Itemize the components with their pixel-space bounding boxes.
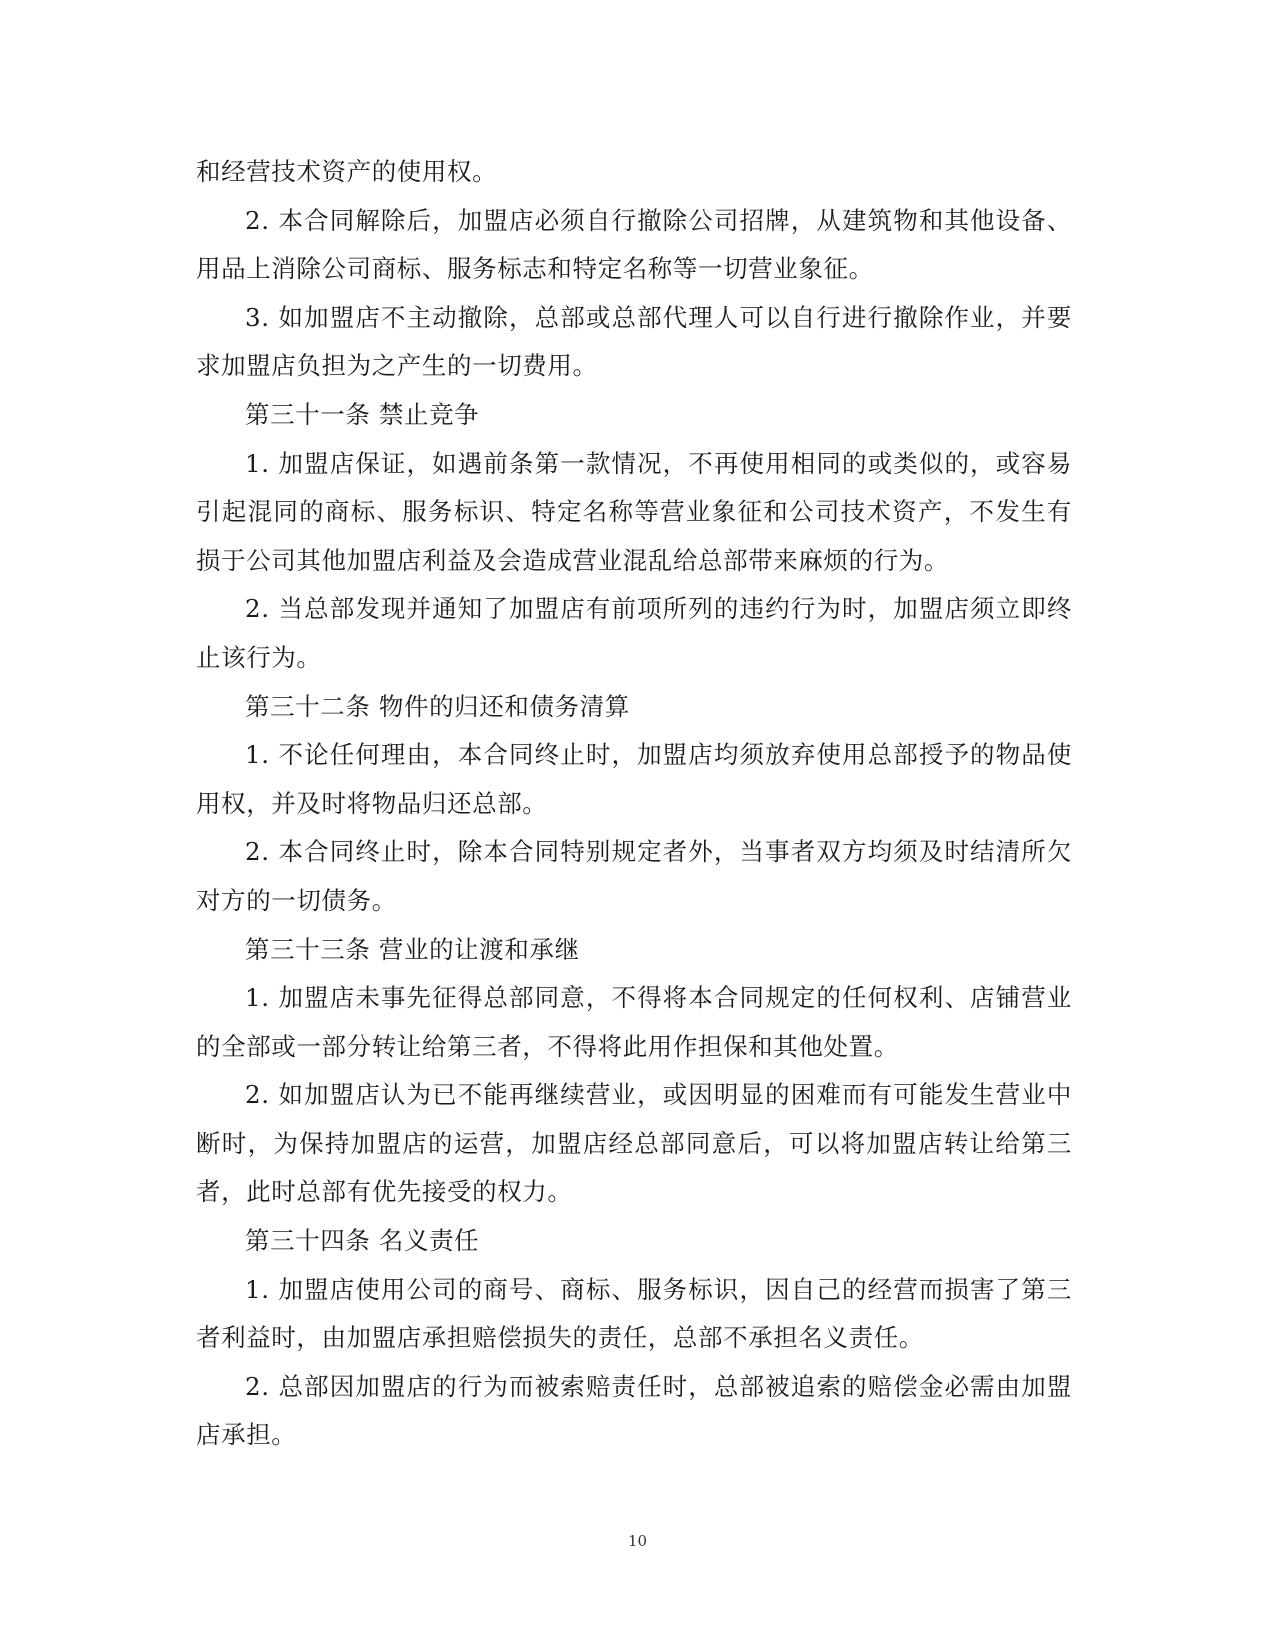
- clause-item: 1. 加盟店保证，如遇前条第一款情况，不再使用相同的或类似的，或容易引起混同的商标、服务标识、特定名称等营业象征和公司技术资产，不发生有损于公司其他加盟店利益及会造成营业混乱给总部带来麻烦的行为。: [196, 448, 1072, 575]
- clause-item: 1. 加盟店未事先征得总部同意，不得将本合同规定的任何权利、店铺营业的全部或一部分转让给第三者，不得将此用作担保和其他处置。: [196, 983, 1072, 1061]
- document-body: [196, 148, 1072, 1460]
- paragraph-continuation: 和经营技术资产的使用权。: [196, 157, 498, 186]
- article-heading: 第三十三条 营业的让渡和承继: [245, 934, 580, 964]
- clause-item: 2. 本合同解除后，加盟店必须自行撤除公司招牌，从建筑物和其他设备、用品上消除公司商标、服务标志和特定名称等一切营业象征。: [196, 205, 1072, 284]
- article-heading: 第三十四条 名义责任: [245, 1226, 480, 1256]
- article-heading: 第三十二条 物件的归还和债务清算: [245, 691, 630, 721]
- article-heading: 第三十一条 禁止竞争: [245, 399, 480, 429]
- clause-item: 2. 当总部发现并通知了加盟店有前项所列的违约行为时，加盟店须立即终止该行为。: [196, 594, 1072, 672]
- clause-item: 1. 不论任何理由，本合同终止时，加盟店均须放弃使用总部授予的物品使用权，并及时将物品归还总部。: [196, 740, 1072, 818]
- clause-item: 3. 如加盟店不主动撤除，总部或总部代理人可以自行进行撤除作业，并要求加盟店负担为之产生的一切费用。: [196, 302, 1072, 381]
- clause-item: 2. 总部因加盟店的行为而被索赔责任时，总部被追索的赔偿金必需由加盟店承担。: [196, 1371, 1072, 1450]
- clause-item: 1. 加盟店使用公司的商号、商标、服务标识，因自己的经营而损害了第三者利益时，由加盟店承担赔偿损失的责任，总部不承担名义责任。: [196, 1274, 1072, 1353]
- clause-item: 2. 如加盟店认为已不能再继续营业，或因明显的困难而有可能发生营业中断时，为保持加盟店的运营，加盟店经总部同意后，可以将加盟店转让给第三者，此时总部有优先接受的权力。: [196, 1080, 1072, 1207]
- page-number: 10: [627, 1532, 648, 1550]
- clause-item: 2. 本合同终止时，除本合同特别规定者外，当事者双方均须及时结清所欠对方的一切债务。: [196, 837, 1072, 915]
